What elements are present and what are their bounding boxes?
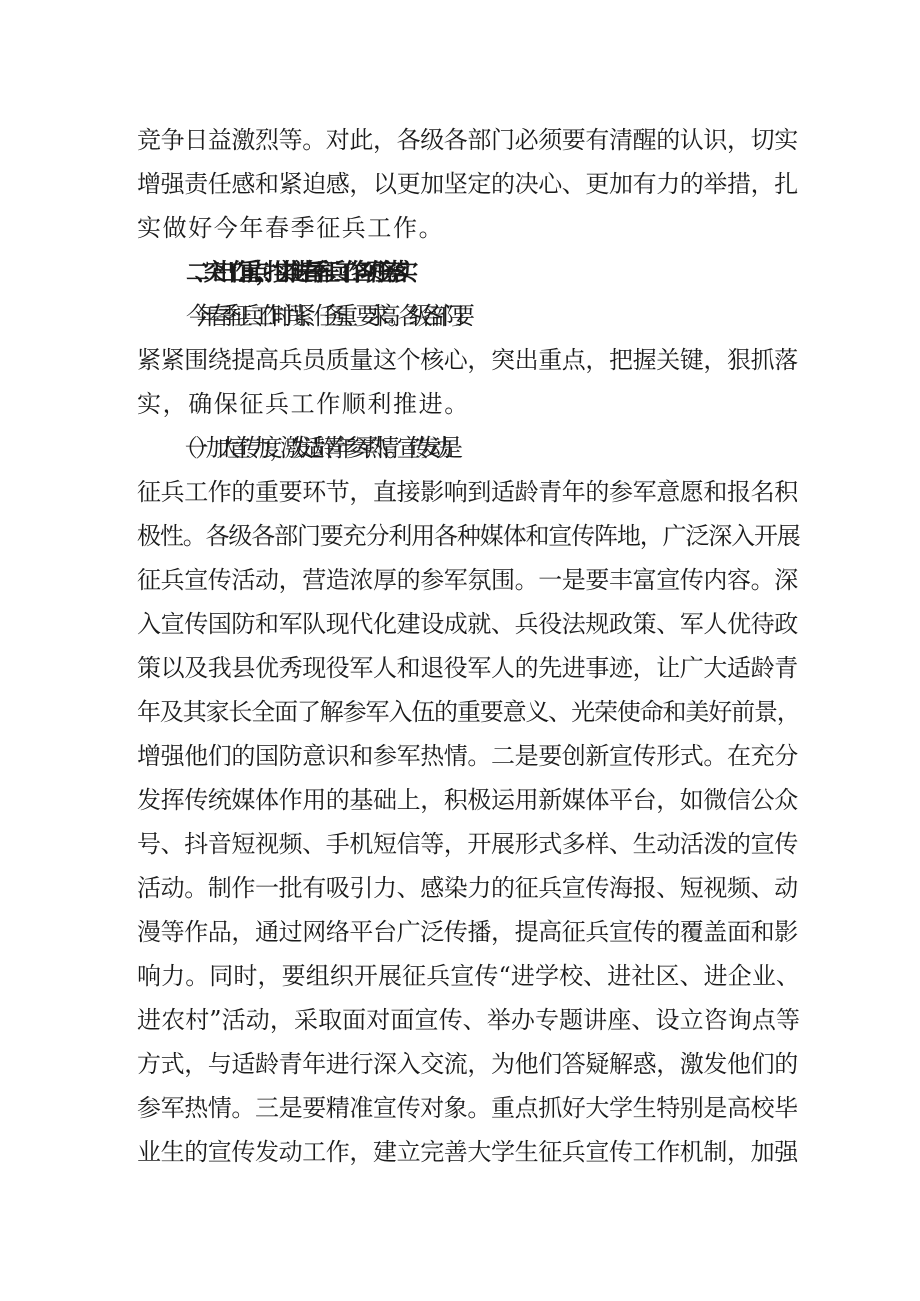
body-text-line: 入宣传国防和军队现代化建设成就、兵役法规政策、军人优待政 — [137, 610, 798, 638]
body-text-line: 实做好今年春季征兵工作。 — [137, 214, 445, 242]
body-text-line: 方式，与适龄青年进行深入交流，为他们答疑解惑，激发他们的 — [137, 1050, 798, 1078]
body-text-line: 参军热情。三是要精准宣传对象。重点抓好大学生特别是高校毕 — [137, 1094, 798, 1122]
body-text-line: 号、抖音短视频、手机短信等，开展形式多样、生动活泼的宣传 — [137, 830, 798, 858]
body-text-line: 征兵宣传活动，营造浓厚的参军氛围。一是要丰富宣传内容。深 — [137, 566, 798, 594]
body-text-line: 征兵工作的重要环节，直接影响到适龄青年的参军意愿和报名积 — [137, 478, 798, 506]
body-text-line: 年及其家长全面了解参军入伍的重要意义、光荣使命和美好前景， — [137, 698, 800, 726]
body-text-line: 业生的宣传发动工作，建立完善大学生征兵宣传工作机制，加强 — [137, 1138, 798, 1166]
section-heading: 二、突出工作重点，扎实推进春季征兵工作各项任务落实 — [186, 258, 404, 286]
body-text-line: 竞争日益激烈等。对此，各级各部门必须要有清醒的认识，切实 — [137, 126, 798, 154]
body-text-line: 响力。同时，要组织开展征兵宣传“进学校、进社区、进企业、 — [137, 962, 801, 990]
body-text-line: 极性。各级各部门要充分利用各种媒体和宣传阵地，广泛深入开展 — [137, 522, 800, 550]
body-text-line: 发挥传统媒体作用的基础上，积极运用新媒体平台，如微信公众 — [137, 786, 798, 814]
subsection-first-line: （一）加大宣传力度，激发适龄青年参军热情。宣传发动是 — [174, 434, 450, 462]
body-text-line: 策以及我县优秀现役军人和退役军人的先进事迹，让广大适龄青 — [137, 654, 798, 682]
body-text-line: 漫等作品，通过网络平台广泛传播，提高征兵宣传的覆盖面和影 — [137, 918, 798, 946]
paragraph-first-line: 今年春季征兵工作时间紧、任务重、要求高。各级各部门要 — [186, 302, 462, 330]
body-text-line: 活动。制作一批有吸引力、感染力的征兵宣传海报、短视频、动 — [137, 874, 798, 902]
body-text-line: 增强他们的国防意识和参军热情。二是要创新宣传形式。在充分 — [137, 742, 798, 770]
body-text-line: 进农村”活动，采取面对面宣传、举办专题讲座、设立咨询点等 — [137, 1006, 801, 1034]
body-text-line: 实，确保征兵工作顺利推进。 — [137, 390, 470, 418]
body-text-line: 增强责任感和紧迫感，以更加坚定的决心、更加有力的举措，扎 — [137, 170, 798, 198]
body-text-line: 紧紧围绕提高兵员质量这个核心，突出重点，把握关键，狠抓落 — [137, 346, 798, 374]
